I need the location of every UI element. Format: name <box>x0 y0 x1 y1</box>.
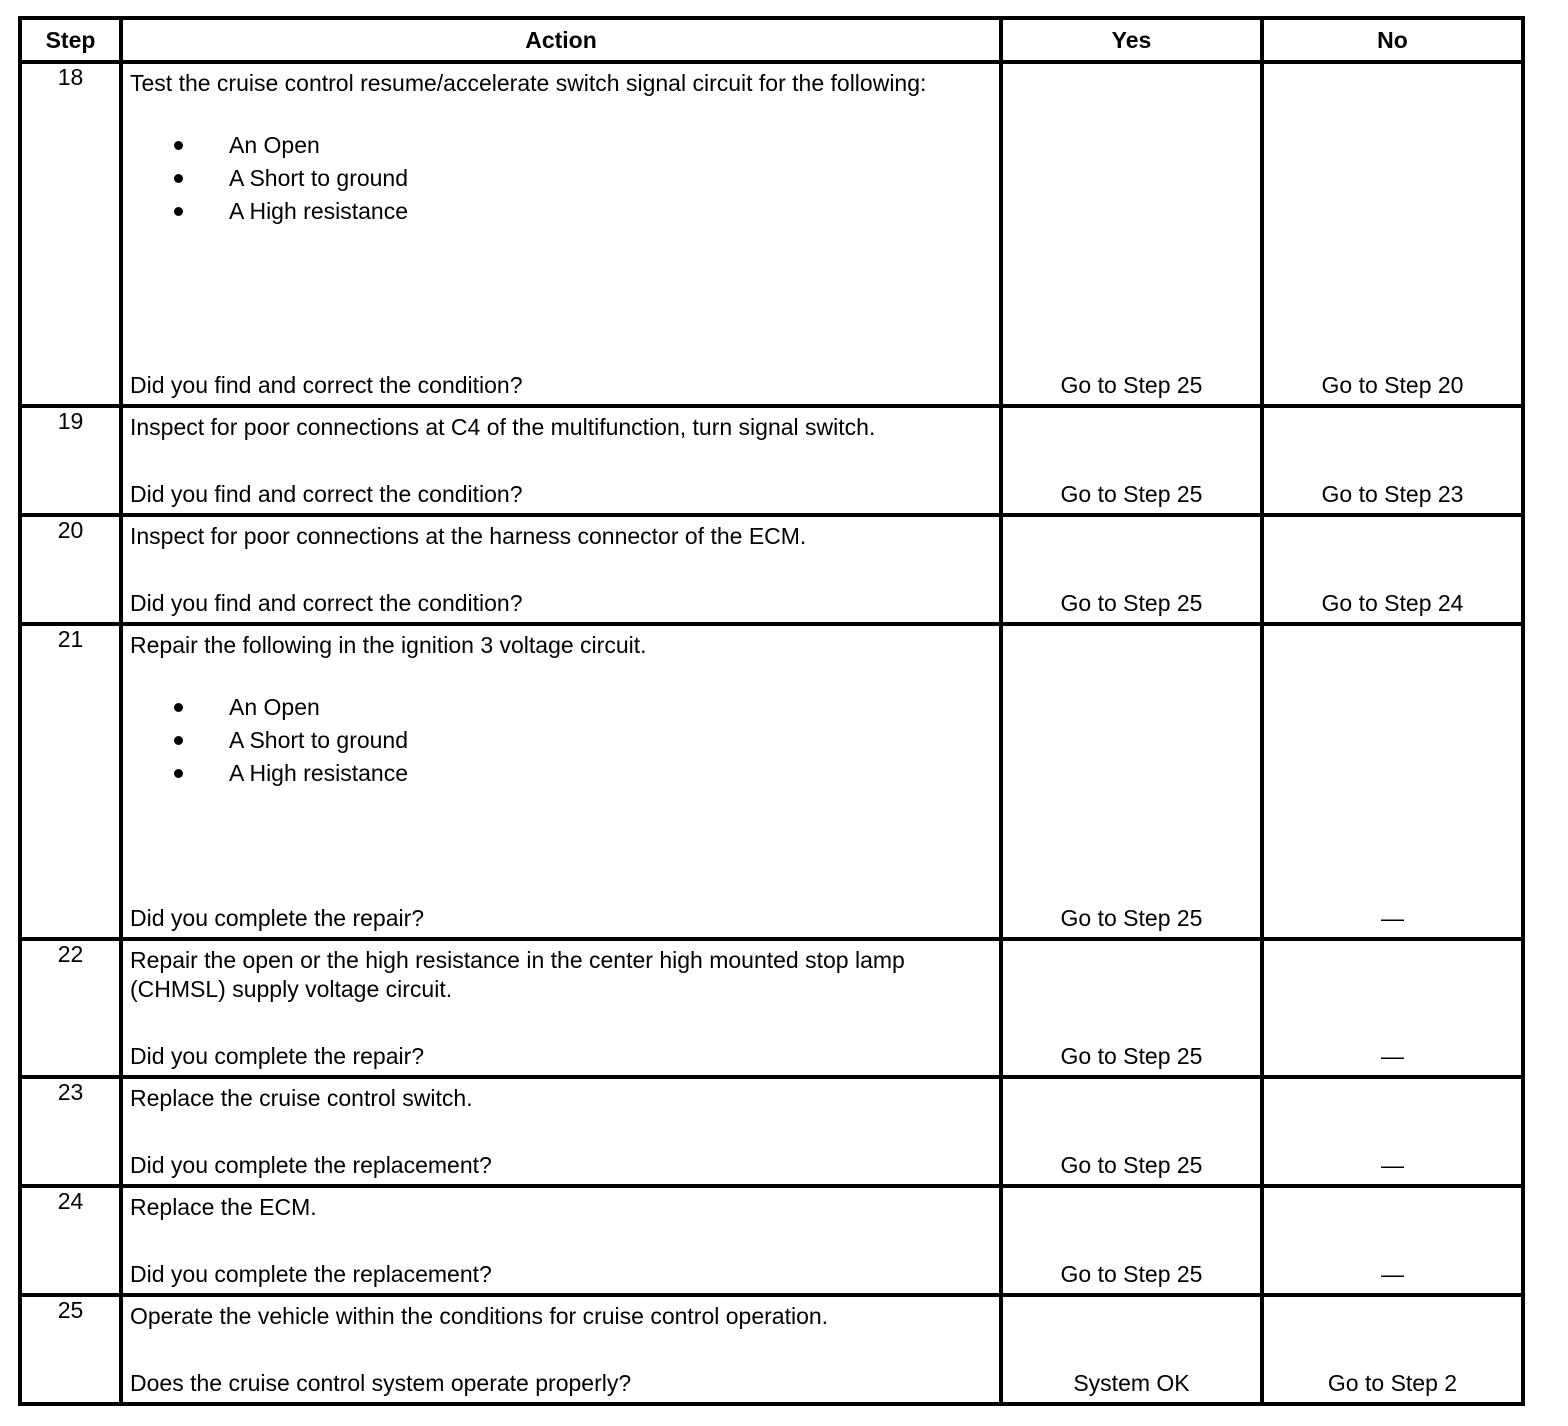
list-item: An Open <box>123 691 999 724</box>
question-text: Did you complete the repair? <box>130 1043 425 1069</box>
bullet-list <box>123 691 999 790</box>
no-cell <box>1262 1077 1523 1186</box>
yes-result: Go to Step 25 <box>1060 1261 1203 1287</box>
action-cell <box>121 1186 1001 1295</box>
yes-cell <box>1001 624 1262 939</box>
yes-result: Go to Step 25 <box>1060 372 1203 398</box>
yes-cell <box>1001 1077 1262 1186</box>
list-item: An Open <box>123 129 999 162</box>
no-result: Go to Step 20 <box>1321 372 1464 398</box>
header-step: Step <box>20 18 121 62</box>
no-result: Go to Step 23 <box>1321 481 1464 507</box>
bullet-icon <box>174 141 183 150</box>
yes-result: Go to Step 25 <box>1060 590 1203 616</box>
yes-cell <box>1001 62 1262 406</box>
table-row <box>20 1295 1523 1404</box>
yes-result: Go to Step 25 <box>1060 1043 1203 1069</box>
step-number: 25 <box>20 1295 121 1404</box>
question-text: Did you complete the replacement? <box>130 1261 492 1287</box>
question-text: Did you find and correct the condition? <box>130 372 523 398</box>
list-item: A High resistance <box>123 195 999 228</box>
no-cell <box>1262 939 1523 1077</box>
no-result: — <box>1381 1043 1404 1069</box>
yes-cell <box>1001 939 1262 1077</box>
yes-result: Go to Step 25 <box>1060 1152 1203 1178</box>
action-cell <box>121 406 1001 515</box>
action-text: Repair the following in the ignition 3 voltage circuit. <box>130 632 647 658</box>
step-number: 22 <box>20 939 121 1077</box>
action-cell <box>121 624 1001 939</box>
no-cell <box>1262 1186 1523 1295</box>
no-cell <box>1262 624 1523 939</box>
step-number: 21 <box>20 624 121 939</box>
no-result: — <box>1381 1261 1404 1287</box>
yes-cell <box>1001 406 1262 515</box>
yes-cell <box>1001 1295 1262 1404</box>
step-number: 20 <box>20 515 121 624</box>
bullet-list <box>123 129 999 228</box>
table-row <box>20 939 1523 1077</box>
yes-result: Go to Step 25 <box>1060 481 1203 507</box>
action-text: Inspect for poor connections at C4 of the multifunction, turn signal switch. <box>130 414 876 440</box>
question-text: Did you complete the replacement? <box>130 1152 492 1178</box>
question-text: Did you find and correct the condition? <box>130 590 523 616</box>
action-cell <box>121 1295 1001 1404</box>
no-cell <box>1262 406 1523 515</box>
step-number: 23 <box>20 1077 121 1186</box>
yes-cell <box>1001 1186 1262 1295</box>
table-row <box>20 406 1523 515</box>
no-result: Go to Step 2 <box>1327 1370 1458 1396</box>
bullet-icon <box>174 207 183 216</box>
no-cell <box>1262 515 1523 624</box>
no-cell <box>1262 62 1523 406</box>
no-result: Go to Step 24 <box>1321 590 1464 616</box>
list-item: A Short to ground <box>123 162 999 195</box>
yes-result: Go to Step 25 <box>1060 905 1203 931</box>
step-number: 18 <box>20 62 121 406</box>
step-number: 24 <box>20 1186 121 1295</box>
header-yes: Yes <box>1001 18 1262 62</box>
table-row <box>20 1186 1523 1295</box>
no-result: — <box>1381 905 1404 931</box>
list-item: A High resistance <box>123 757 999 790</box>
table-row <box>20 624 1523 939</box>
yes-result: System OK <box>1073 1370 1190 1396</box>
bullet-icon <box>174 703 183 712</box>
header-no: No <box>1262 18 1523 62</box>
yes-cell <box>1001 515 1262 624</box>
action-text: Inspect for poor connections at the harness connector of the ECM. <box>130 523 807 549</box>
action-text: Replace the cruise control switch. <box>130 1085 473 1111</box>
table-row <box>20 62 1523 406</box>
action-text: Replace the ECM. <box>130 1194 317 1220</box>
action-text: Test the cruise control resume/accelerate switch signal circuit for the following: <box>130 70 927 96</box>
no-result: — <box>1381 1152 1404 1178</box>
question-text: Did you complete the repair? <box>130 905 425 931</box>
bullet-icon <box>174 174 183 183</box>
step-number: 19 <box>20 406 121 515</box>
list-item: A Short to ground <box>123 724 999 757</box>
bullet-icon <box>174 736 183 745</box>
action-cell <box>121 62 1001 406</box>
action-cell <box>121 1077 1001 1186</box>
action-cell <box>121 939 1001 1077</box>
question-text: Does the cruise control system operate properly? <box>130 1370 632 1396</box>
action-text: Operate the vehicle within the conditions for cruise control operation. <box>130 1303 829 1329</box>
action-text: Repair the open or the high resistance in the center high mounted stop lamp (CHMSL) supply voltage circuit. <box>130 947 905 1002</box>
diagnostic-table <box>18 16 1525 1406</box>
question-text: Did you find and correct the condition? <box>130 481 523 507</box>
table-row <box>20 515 1523 624</box>
header-row <box>20 18 1523 62</box>
no-cell <box>1262 1295 1523 1404</box>
table-row <box>20 1077 1523 1186</box>
bullet-icon <box>174 769 183 778</box>
header-action: Action <box>121 18 1001 62</box>
action-cell <box>121 515 1001 624</box>
